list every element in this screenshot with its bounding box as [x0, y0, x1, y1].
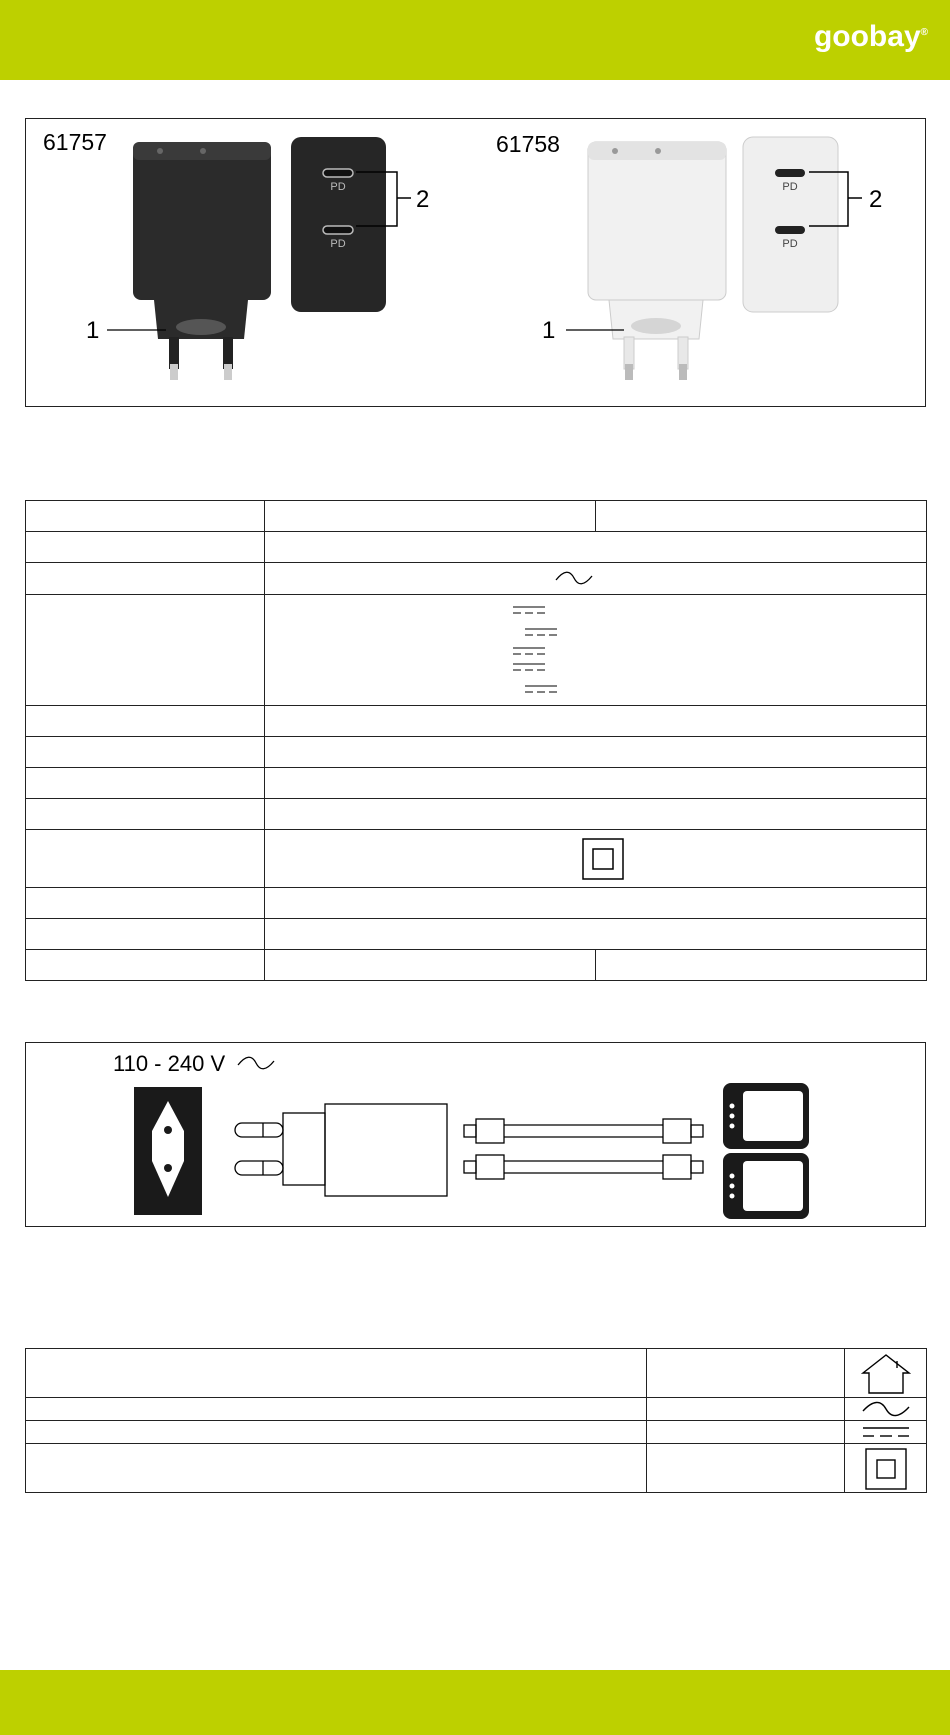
mobile-devices-icon [723, 1083, 809, 1219]
ac-symbol-icon [238, 1057, 274, 1069]
black-charger-front [133, 142, 271, 380]
table-row [26, 501, 927, 532]
usb-c-cables-icon [464, 1119, 703, 1179]
protection-class-ii-icon [865, 1448, 907, 1490]
wall-socket-icon [134, 1087, 202, 1215]
callout-2-black: 2 [416, 186, 430, 213]
table-row [26, 737, 927, 768]
connection-diagram [25, 1042, 926, 1227]
footer-bar [0, 1670, 950, 1735]
ac-symbol-icon [554, 570, 594, 586]
indoor-use-house-icon [861, 1353, 911, 1395]
table-row [26, 563, 927, 595]
port-label-pd: PD [330, 181, 346, 193]
ac-symbol-icon [861, 1400, 911, 1418]
protection-class-ii-icon [582, 838, 624, 880]
dc-symbol-icons [511, 601, 571, 701]
table-row [26, 768, 927, 799]
callout-1-black: 1 [86, 317, 100, 344]
diagram-drawing [26, 1043, 925, 1226]
symbol-table [25, 1348, 927, 1493]
table-row [26, 1398, 927, 1421]
callout-2-white: 2 [869, 186, 883, 213]
specification-table [25, 500, 927, 981]
table-row [26, 1444, 927, 1493]
table-row [26, 799, 927, 830]
table-row [26, 950, 927, 981]
table-row [26, 919, 927, 950]
port-label-pd: PD [330, 238, 346, 250]
table-row [26, 830, 927, 888]
port-label-pd: PD [782, 238, 798, 250]
dc-symbol-icon [861, 1423, 911, 1441]
header-bar [0, 0, 950, 80]
table-row [26, 1421, 927, 1444]
table-row [26, 706, 927, 737]
model-number-white: 61758 [496, 131, 560, 157]
table-row [26, 532, 927, 563]
product-image-box [25, 118, 926, 407]
model-number-black: 61757 [43, 129, 107, 155]
black-charger-ports [291, 137, 386, 312]
table-row [26, 595, 927, 706]
white-charger-ports [743, 137, 838, 312]
input-voltage-label: 110 - 240 V [113, 1051, 226, 1076]
charger-outline-icon [235, 1104, 447, 1196]
product-drawings [26, 119, 925, 406]
table-row [26, 888, 927, 919]
brand-logo: goobay® [813, 20, 928, 53]
callout-1-white: 1 [542, 317, 556, 344]
table-row [26, 1349, 927, 1398]
port-label-pd: PD [782, 181, 798, 193]
white-charger-front [588, 142, 726, 380]
